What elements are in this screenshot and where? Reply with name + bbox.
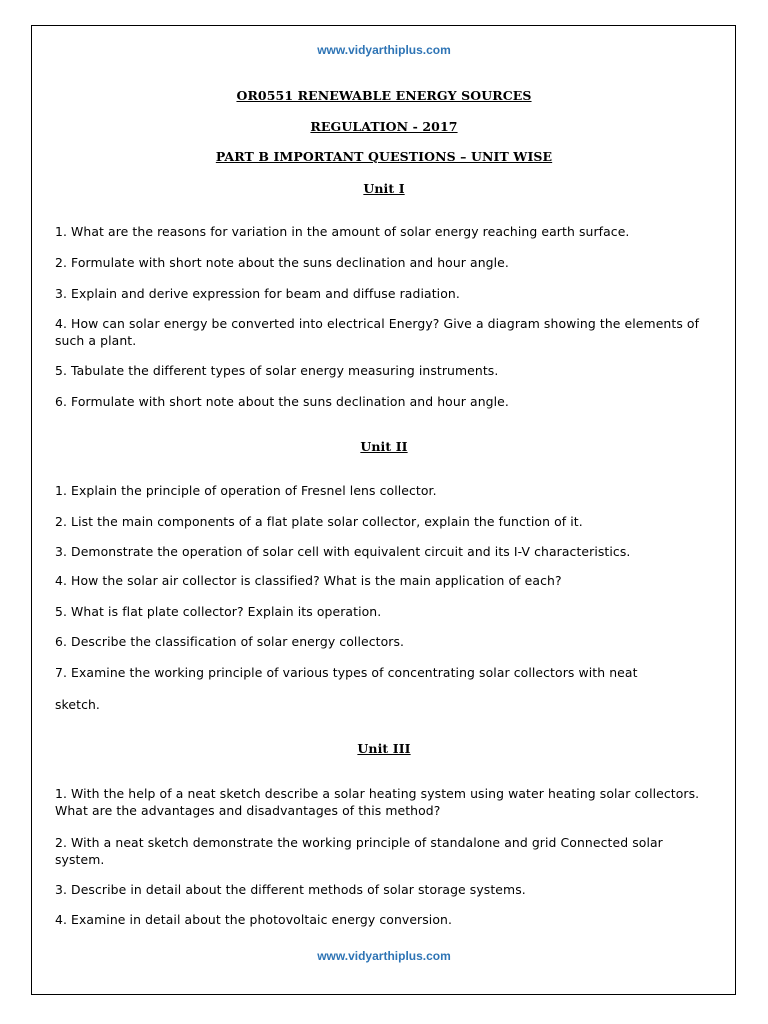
unit-2-question-7-continued: sketch.	[55, 697, 100, 712]
regulation-heading: REGULATION - 2017	[310, 119, 458, 134]
unit-2-question-1: 1. Explain the principle of operation of Fresnel lens collector.	[55, 483, 437, 498]
unit-3-question-2: 2. With a neat sketch demonstrate the working principle of standalone and grid Connected solar system.	[55, 835, 663, 867]
unit-2-question-4: 4. How the solar air collector is classified? What is the main application of each?	[55, 573, 562, 588]
footer-url[interactable]: www.vidyarthiplus.com	[317, 949, 451, 963]
unit-3-heading: Unit III	[357, 741, 411, 756]
unit-1-question-6: 6. Formulate with short note about the suns declination and hour angle.	[55, 394, 509, 409]
unit-2-question-2: 2. List the main components of a flat plate solar collector, explain the function of it.	[55, 514, 583, 529]
unit-1-question-1: 1. What are the reasons for variation in the amount of solar energy reaching earth surface.	[55, 224, 630, 239]
unit-2-heading: Unit II	[360, 439, 408, 454]
unit-3-question-4: 4. Examine in detail about the photovoltaic energy conversion.	[55, 912, 453, 927]
document-title: OR0551 RENEWABLE ENERGY SOURCES	[236, 88, 532, 103]
unit-2-question-3: 3. Demonstrate the operation of solar cell with equivalent circuit and its I-V characteristics.	[55, 544, 631, 559]
unit-2-question-5: 5. What is flat plate collector? Explain its operation.	[55, 604, 382, 619]
unit-3-question-3: 3. Describe in detail about the different methods of solar storage systems.	[55, 882, 526, 897]
unit-1-question-5: 5. Tabulate the different types of solar energy measuring instruments.	[55, 363, 499, 378]
part-b-subtitle: PART B IMPORTANT QUESTIONS – UNIT WISE	[215, 149, 553, 164]
unit-1-heading: Unit I	[363, 181, 405, 196]
unit-2-question-6: 6. Describe the classification of solar energy collectors.	[55, 634, 405, 649]
unit-1-question-3: 3. Explain and derive expression for beam and diffuse radiation.	[55, 286, 460, 301]
unit-1-question-4: 4. How can solar energy be converted into electrical Energy? Give a diagram showing the elements of such a plant.	[55, 316, 700, 348]
unit-1-question-2: 2. Formulate with short note about the suns declination and hour angle.	[55, 255, 509, 270]
unit-2-question-7: 7. Examine the working principle of various types of concentrating solar collectors with neat	[55, 665, 638, 680]
unit-3-question-1: 1. With the help of a neat sketch describe a solar heating system using water heating solar collectors. What are the advantages and disadvantages of this method?	[55, 786, 700, 818]
header-url[interactable]: www.vidyarthiplus.com	[317, 43, 451, 57]
